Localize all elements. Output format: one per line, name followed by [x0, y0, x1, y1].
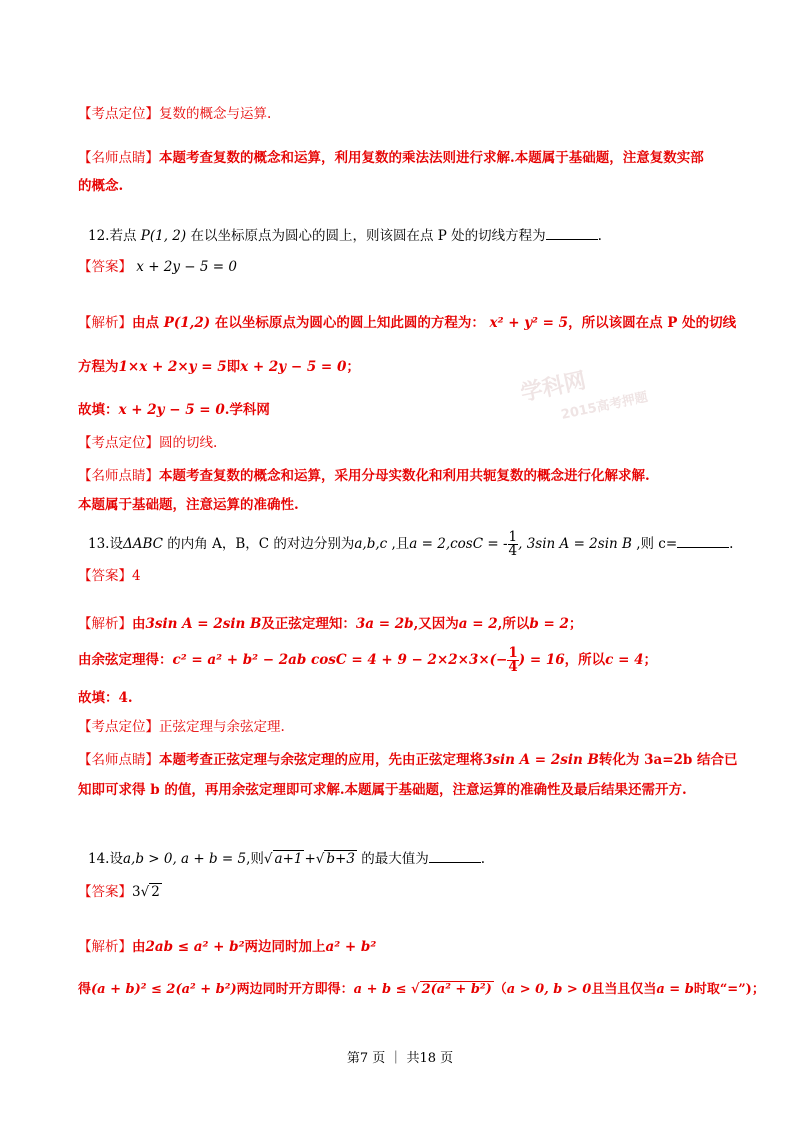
radicand: 2: [151, 884, 160, 900]
tag: 【考点定位】: [78, 719, 159, 735]
pre: 方程为: [78, 359, 119, 375]
l2-mingshi: [78, 148, 704, 168]
q14-question: 14.设a,b > 0, a + b = 5,则√ a+1 +√ b+3 的最大值为 .: [88, 848, 485, 869]
radicand: 2(a² + b²): [421, 982, 492, 997]
text: 故填：4.: [78, 690, 133, 706]
m12a-mingshi: [78, 466, 650, 486]
m12b-line: [78, 495, 299, 515]
eq2: a + b ≤: [353, 982, 412, 997]
mid2: ,又因为: [413, 616, 459, 632]
mid: 及正弦定理知：: [261, 616, 356, 632]
text: 复数的概念与运算.: [159, 106, 272, 122]
eq: 3sin A = 2sin B: [483, 752, 599, 768]
eq4: b = 2: [529, 616, 569, 632]
text: 本题考查复数的概念和运算，采用分母实数化和利用共轭复数的概念进行化解求解.: [159, 468, 650, 484]
tag: 【解析】: [78, 939, 132, 955]
numerator: 1: [508, 645, 518, 661]
post: ；: [643, 652, 657, 668]
tag: 【答案】: [78, 884, 132, 900]
q12-question: 12.若点 P(1, 2) 在以坐标原点为圆心的圆上，则该圆在点 P 处的切线方程为 .: [88, 225, 602, 246]
eq: 2ab ≤ a² + b²: [145, 939, 245, 955]
page-footer: 第7 页 ｜ 共18 页: [346, 1051, 454, 1066]
text: 本题考查复数的概念和运算，利用复数的乘法法则进行求解.本题属于基础题，注意复数实部: [159, 150, 704, 166]
fraction: [508, 531, 519, 558]
eq: x + 2y − 5 = 0: [118, 402, 225, 418]
text: 圆的切线.: [159, 435, 218, 451]
radicand-2: b+3: [326, 851, 355, 867]
radicand-1: a+1: [274, 851, 303, 867]
denominator: 4: [508, 659, 518, 675]
post: 的最大值为: [356, 851, 429, 867]
post: ；: [568, 616, 583, 632]
mid3: 且当且仅当: [591, 982, 657, 997]
mid2: ,且: [387, 536, 410, 552]
a13-answer: [78, 566, 141, 586]
eq3: a = 2: [458, 616, 498, 632]
eq2: x + 2y − 5 = 0: [240, 359, 347, 375]
answer-blank: [677, 533, 729, 548]
pre: 得: [78, 982, 92, 997]
cond1: a = 2,cosC = -: [409, 536, 508, 552]
pre: 13.设: [88, 536, 123, 552]
eq: x² + y² = 5: [489, 315, 569, 331]
post: ,则 c=: [631, 536, 678, 552]
answer-blank: [429, 848, 481, 863]
plus: +: [304, 851, 316, 867]
post: 在以坐标原点为圆心的圆上，则该圆在点 P 处的切线方程为: [186, 228, 546, 244]
tag: 【考点定位】: [78, 435, 159, 451]
post: ，所以该圆在点 P 处的切线: [568, 315, 737, 331]
mid: 两边同时加上: [244, 939, 326, 955]
eq: c² = a² + b² − 2ab cosC = 4 + 9 − 2×2×3×(−: [172, 652, 508, 668]
pre: 12.若点: [88, 228, 141, 244]
j12c-line: [78, 400, 270, 420]
k12-kaodian: [78, 433, 217, 453]
cond: a,b > 0, a + b = 5: [122, 851, 247, 867]
tag: 【名师点睛】: [78, 468, 159, 484]
pre: 由: [132, 616, 146, 632]
mid: 的内角 A，B，C 的对边分别为: [162, 536, 355, 552]
tag: 【解析】: [78, 315, 132, 331]
pre: 故填：: [78, 402, 119, 418]
tag: 【名师点睛】: [78, 752, 159, 768]
j14a-jiexi: [78, 937, 376, 957]
value: 4: [132, 568, 141, 584]
l3-line: [78, 176, 123, 196]
post: ；: [346, 359, 360, 375]
eq2: 3a = 2b: [355, 616, 414, 632]
watermark: 2015高考押题: [559, 389, 650, 423]
pre: 由余弦定理得：: [78, 652, 173, 668]
j14b-line: 得(a + b)² ≤ 2(a² + b²)两边同时开方即得：a + b ≤ √ 2(a² + b²) （a > 0, b > 0且当且仅当a = b时取“=”)；: [78, 982, 765, 997]
eq4: a = b: [656, 982, 694, 997]
point: P(1,2): [163, 315, 211, 331]
a12-answer: [78, 257, 237, 277]
abc: a,b,c: [354, 536, 388, 552]
q13-question: 13.设ΔABC 的内角 A，B，C 的对边分别为a,b,c ,且a = 2,cosC = - $\frac{1}{4}$ , 3sin A = 2sin B ,则 c= .: [88, 529, 734, 559]
mid: ，所以: [564, 652, 606, 668]
post: 时取“=”)；: [693, 982, 765, 997]
pre: 本题考查正弦定理与余弦定理的应用，先由正弦定理将: [159, 752, 483, 768]
value: x + 2y − 5 = 0: [136, 259, 237, 275]
answer-blank: [546, 225, 598, 240]
text: 本题属于基础题，注意运算的准确性.: [78, 497, 299, 513]
j12a-jiexi: [78, 313, 736, 333]
tag: 【答案】: [78, 259, 132, 275]
point: P(1, 2): [140, 228, 187, 244]
j13a-jiexi: [78, 614, 582, 634]
tag: 【解析】: [78, 616, 132, 632]
tri: ΔABC: [122, 536, 163, 552]
text: 知即可求得 b 的值，再用余弦定理即可求解.本题属于基础题，注意运算的准确性及最后结果还需开方.: [78, 782, 687, 798]
eq: 3sin A = 2sin B: [145, 616, 262, 632]
eq: 1×x + 2×y = 5: [118, 359, 227, 375]
mid2: （: [493, 982, 507, 997]
mid: 在以坐标原点为圆心的圆上知此圆的方程为：: [210, 315, 485, 331]
fraction: [507, 647, 518, 674]
j13b-line: [78, 646, 657, 674]
post: .学科网: [224, 402, 270, 418]
m13a-mingshi: [78, 750, 738, 770]
text: 的概念.: [78, 178, 124, 194]
denominator: 4: [508, 543, 518, 559]
watermark: 学科网: [518, 368, 589, 407]
coef: 3: [132, 884, 141, 900]
l1-kaodian: [78, 104, 271, 124]
mid: ,则: [246, 851, 264, 867]
mid3: ,所以: [497, 616, 530, 632]
pre: 14.设: [88, 851, 123, 867]
j13c-line: [78, 688, 133, 708]
eq2: ) = 16: [518, 652, 565, 668]
eq2: a² + b²: [325, 939, 377, 955]
mid: 两边同时开方即得：: [236, 982, 354, 997]
tag: 【名师点睛】: [78, 150, 159, 166]
k13-kaodian: [78, 717, 285, 737]
tag: 【答案】: [78, 568, 132, 584]
post: 转化为 3a=2b 结合已: [598, 752, 738, 768]
tag: 【考点定位】: [78, 106, 159, 122]
a14-answer: 【答案】3√ 2: [78, 884, 160, 900]
eq: (a + b)² ≤ 2(a² + b²): [91, 982, 237, 997]
cond2: , 3sin A = 2sin B: [518, 536, 632, 552]
pre: 由点: [132, 315, 164, 331]
m13b-line: [78, 780, 687, 800]
numerator: 1: [508, 529, 518, 545]
eq3: a > 0, b > 0: [506, 982, 592, 997]
text: 正弦定理与余弦定理.: [159, 719, 285, 735]
pre: 由: [132, 939, 146, 955]
eq3: c = 4: [605, 652, 644, 668]
j12b-line: [78, 357, 360, 377]
mid: 即: [226, 359, 241, 375]
